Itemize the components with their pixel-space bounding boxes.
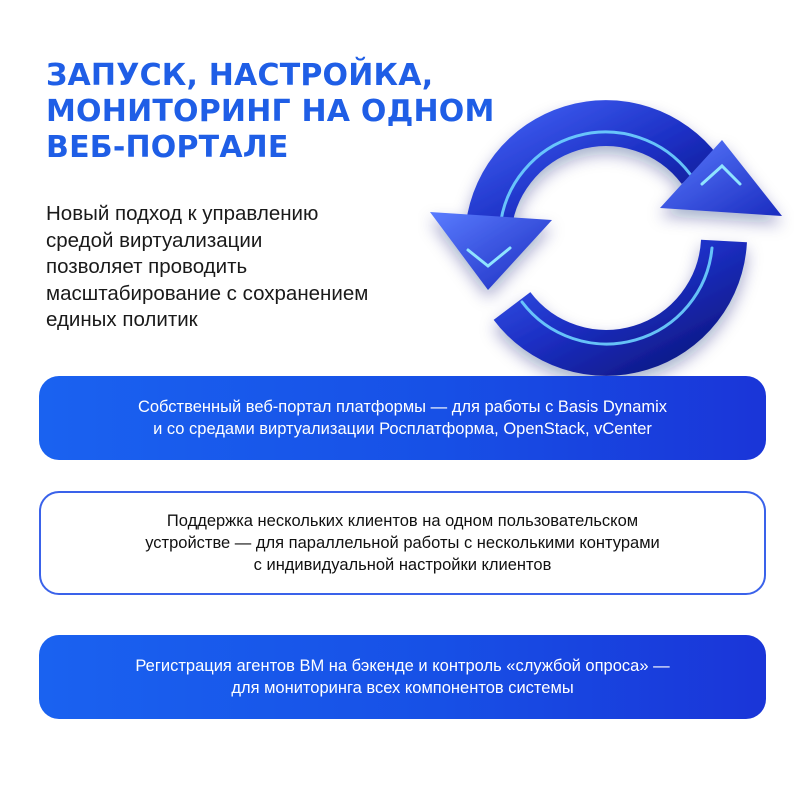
subtitle-line: масштабирование с сохранением <box>46 281 369 305</box>
subtitle-line: средой виртуализации <box>46 228 263 252</box>
subtitle-line: Новый подход к управлению <box>46 202 319 225</box>
page-subtitle <box>46 201 446 334</box>
card-text-line: Поддержка нескольких клиентов на одном пользовательском <box>166 512 639 530</box>
refresh-arrows-icon <box>418 100 794 376</box>
feature-card-web-portal <box>39 376 766 460</box>
card-text-line: и со средами виртуализации Росплатформа, OpenStack, vCenter <box>153 420 652 438</box>
subtitle-line: позволяет проводить <box>46 255 248 278</box>
card-text-line: с индивидуальной настройки клиентов <box>253 556 552 574</box>
feature-card-vm-agents <box>39 635 766 719</box>
card-text-line: Регистрация агентов ВМ на бэкенде и контроль «службой опроса» — <box>135 657 670 675</box>
card-text-line: Собственный веб-портал платформы — для работы с Basis Dynamix <box>137 398 668 416</box>
card-text-line: для мониторинга всех компонентов системы <box>231 679 574 697</box>
page-title-line: ЗАПУСК, НАСТРОЙКА, <box>46 58 434 93</box>
subtitle-line: единых политик <box>46 308 198 331</box>
page-title-line: МОНИТОРИНГ НА ОДНОМ <box>46 94 495 129</box>
page-title-line: ВЕБ-ПОРТАЛЕ <box>46 130 289 165</box>
feature-card-multi-client <box>39 491 766 595</box>
card-text-line: устройстве — для параллельной работы с несколькими контурами <box>145 534 660 552</box>
